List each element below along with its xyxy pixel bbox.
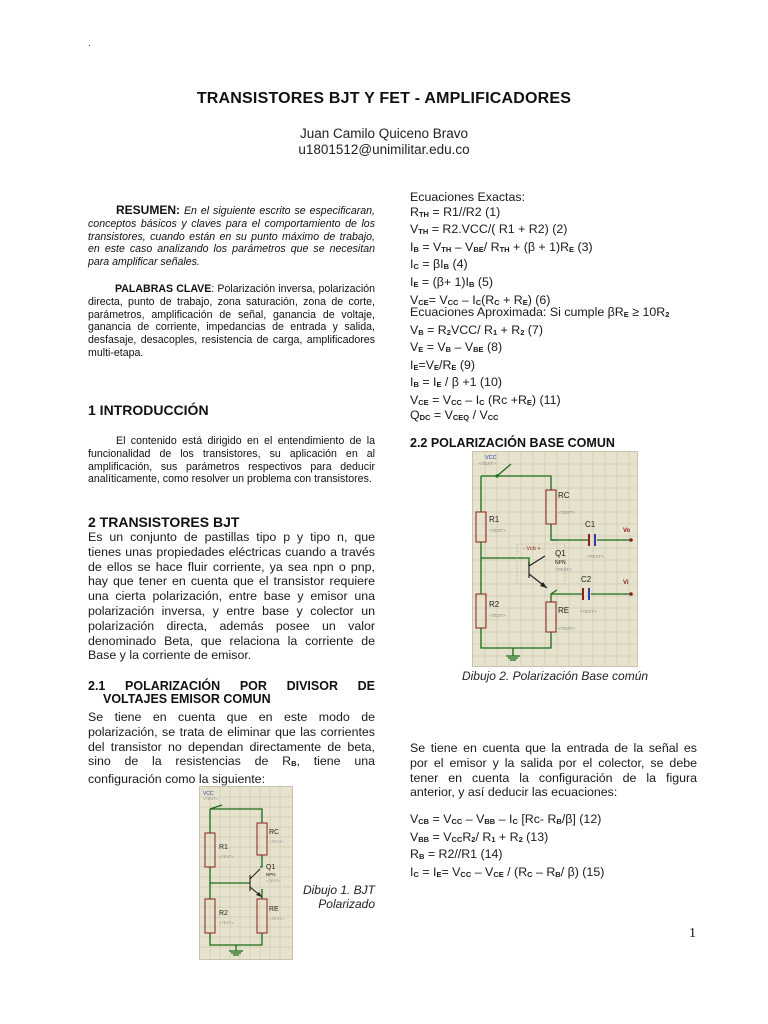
fig2-rc-text: <TEXT> [558, 510, 575, 515]
figure-2-svg [473, 452, 637, 666]
fig2-vcb-label: - Vcb + [523, 546, 541, 552]
eq-7: $V_B = R_2VCC/$ $R_1 + R_2$ (7) [410, 322, 543, 337]
fig1-re-text: <TEXT> [269, 916, 284, 921]
eq-14: $R_B = R2//R1$ (14) [410, 847, 503, 862]
fig1-q1-label: Q1 [266, 864, 276, 871]
fig2-r1-label: R1 [489, 515, 500, 524]
figure-2-caption: Dibujo 2. Polarización Base común [461, 669, 649, 683]
fig2-r2-label: R2 [489, 600, 500, 609]
fig2-vcc-label: VCC [485, 455, 497, 461]
fig2-re-text-2: <TEXT> [558, 626, 575, 631]
fig1-r1-label: R1 [219, 844, 228, 851]
fig1-r1-text: <TEXT> [219, 854, 234, 859]
section-1-heading: 1 INTRODUCCIÓN [88, 402, 209, 418]
exact-equations [410, 190, 645, 310]
author-block [0, 126, 768, 158]
exact-heading: Ecuaciones Exactas: [410, 190, 526, 204]
figure-1-caption-line2: Polarizado [318, 897, 375, 911]
keywords [88, 283, 375, 360]
section-2-1-sub: B [291, 759, 297, 769]
keywords-text: : Polarización inversa, polarización directa, punto de trabajo, zona saturación, zona de corte, parámetros, amplificación de señal, ganancia de voltaje, ganancia de corriente, impedancias de entrada y salida, desfasaje, desacoples, resistencia de carga, amplificadores multi-etapa. [88, 283, 375, 359]
fig2-re-text: <TEXT> [580, 609, 597, 614]
figure-1-caption-line1: Dibujo 1. BJT [302, 883, 375, 897]
page-mark: . [88, 38, 91, 49]
fig2-q1-text: <TEXT> [555, 567, 572, 572]
eq-1: $R_{TH} = R1//R2$ (1) [410, 204, 501, 219]
eq-9: $I_E=V_E/R_E$ (9) [410, 357, 476, 372]
fig2-r1-text: <TEXT> [489, 528, 506, 533]
eq-5: $I_E = (\beta+ 1)I_B$ (5) [410, 274, 493, 289]
figure-2-circuit [472, 451, 638, 667]
fig2-r2-text: <TEXT> [489, 613, 506, 618]
fig2-c2-label: C2 [581, 575, 592, 584]
fig1-r2-label: R2 [219, 910, 228, 917]
section-2-1-text-b: , tiene una configuración como la siguiente: [88, 754, 375, 787]
eq-15: $I_C = I_E= V_{CC} - V_{CE} / (R_C - R_B/$ β) (15) [410, 864, 605, 879]
fig2-c1-label: C1 [585, 520, 596, 529]
eq-3: $I_B = V_{TH} - V_{BE}/$ $R_{TH} + (\beta + 1)R_E$ (3) [410, 239, 593, 254]
eq-2: $V_{TH} = R2.VCC/$( R1 + R2) (2) [410, 222, 568, 237]
eq-13: $V_{BB} = V_{CC}R_2/$ $R_1 + R_2$ (13) [410, 829, 549, 844]
section-2-heading: 2 TRANSISTORES BJT [88, 514, 240, 530]
fig1-npn-label: NPN [266, 872, 276, 877]
eq-4: $I_C = \beta I_B$ (4) [410, 257, 468, 272]
author-email[interactable]: u1801512@unimilitar.edu.co [298, 142, 470, 157]
fig2-re-label: RE [558, 606, 570, 615]
fig2-vo-label: Vo [623, 528, 631, 534]
figure-1-circuit [199, 786, 293, 960]
q-dc-equation: $Q_{DC} = V_{CEQ} / V_{CC}$ [410, 408, 499, 422]
fig2-q1-label: Q1 [555, 549, 566, 558]
section-2-1-text [88, 710, 375, 787]
common-base-equations [410, 812, 697, 882]
section-2-1-heading-line2: VOLTAJES EMISOR COMUN [103, 692, 271, 706]
fig1-rc-text: <TEXT> [269, 839, 284, 844]
fig1-re-label: RE [269, 906, 279, 913]
abstract [88, 204, 375, 269]
author-name: Juan Camilo Quiceno Bravo [299, 126, 469, 141]
fig1-q1-text: <TEXT> [266, 878, 281, 883]
abstract-text: En el siguiente escrito se especificaran, conceptos básicos y claves para el comportamiento de los transistores, cuando están en su punto máximo de trabajo, en este caso analizando los parámetros que se necesitan para amplificar señales. [88, 205, 375, 269]
section-2-1-heading [88, 679, 375, 706]
fig1-vcc-text: <TEXT> [203, 796, 218, 801]
abstract-label: RESUMEN: [116, 203, 181, 217]
fig1-r2-text: <TEXT> [219, 920, 234, 925]
section-1-paragraph: El contenido está dirigido en el entendimiento de la funcionalidad de los transistores, su aplicación en al amplificación, sus parámetros respectivos para deducir analíticamente, como resolver un problema con transistores. [88, 435, 375, 486]
fig2-rc-label: RC [558, 491, 570, 500]
eq-10: $I_B = I_E / \beta +1$ (10) [410, 375, 502, 390]
eq-8: $V_E = V_B - V_{BE}$ (8) [410, 340, 503, 355]
fig2-vi-label: Vi [623, 580, 629, 586]
approx-heading: Ecuaciones Aproximada: Si cumple $\beta R_E \ge 10R_2$ [410, 305, 670, 319]
figure-1-svg [200, 787, 292, 959]
section-2-text: Es un conjunto de pastillas tipo p y tipo n, que tienes unas propiedades eléctricas cuando a través de ellos se hace fluir corriente, ya sea npn o pnp, hay que tener en cuenta que el transistor requiere una cierta polarización, entre base y emisor una polarización inversa, y entre base y colector un polarización directa, además posee un valor denominado Beta, que relaciona la corriente de Base y la corriente de emisor. [88, 530, 375, 663]
section-2-1-text-a: Se tiene en cuenta que en este modo de polarización, se trata de eliminar que las corrientes del transistor no dependan directamente de beta, sino de la resistencias de R [88, 710, 375, 769]
eq-12: $V_{CB} = V_{CC} - V_{BB} - I_C$ [Rc- $R_B/\beta$] (12) [410, 812, 602, 826]
fig2-npn-label: NPN [555, 560, 566, 566]
section-1-text [88, 435, 375, 486]
fig1-vcc-label: VCC [203, 791, 214, 797]
approx-equations [410, 305, 670, 411]
paper-title: TRANSISTORES BJT Y FET - AMPLIFICADORES [196, 90, 572, 107]
section-2-2-heading: 2.2 POLARIZACIÓN BASE COMUN [410, 436, 615, 450]
keywords-label: PALABRAS CLAVE [115, 283, 212, 295]
eq-11: $V_{CE} = V_{CC} - I_C$ $(Rc +R_E)$ (11) [410, 392, 561, 407]
fig2-vcc-text: <TEXT> [479, 461, 496, 466]
fig1-rc-label: RC [269, 829, 280, 836]
section-2-1-heading-line1: 2.1 POLARIZACIÓN POR DIVISOR DE [88, 679, 375, 693]
figure-1-caption [292, 883, 375, 911]
eq-6: $V_{CE}= V_{CC} - I_C(R_C + R_E)$ (6) [410, 292, 551, 307]
page-number: 1 [689, 926, 696, 941]
fig2-c1-text: <TEXT> [587, 554, 604, 559]
section-2-2-text: Se tiene en cuenta que la entrada de la señal es por el emisor y la salida por el colector, se debe tener en cuenta la configuración de la figura anterior, y así deducir las ecuaciones: [410, 741, 697, 800]
